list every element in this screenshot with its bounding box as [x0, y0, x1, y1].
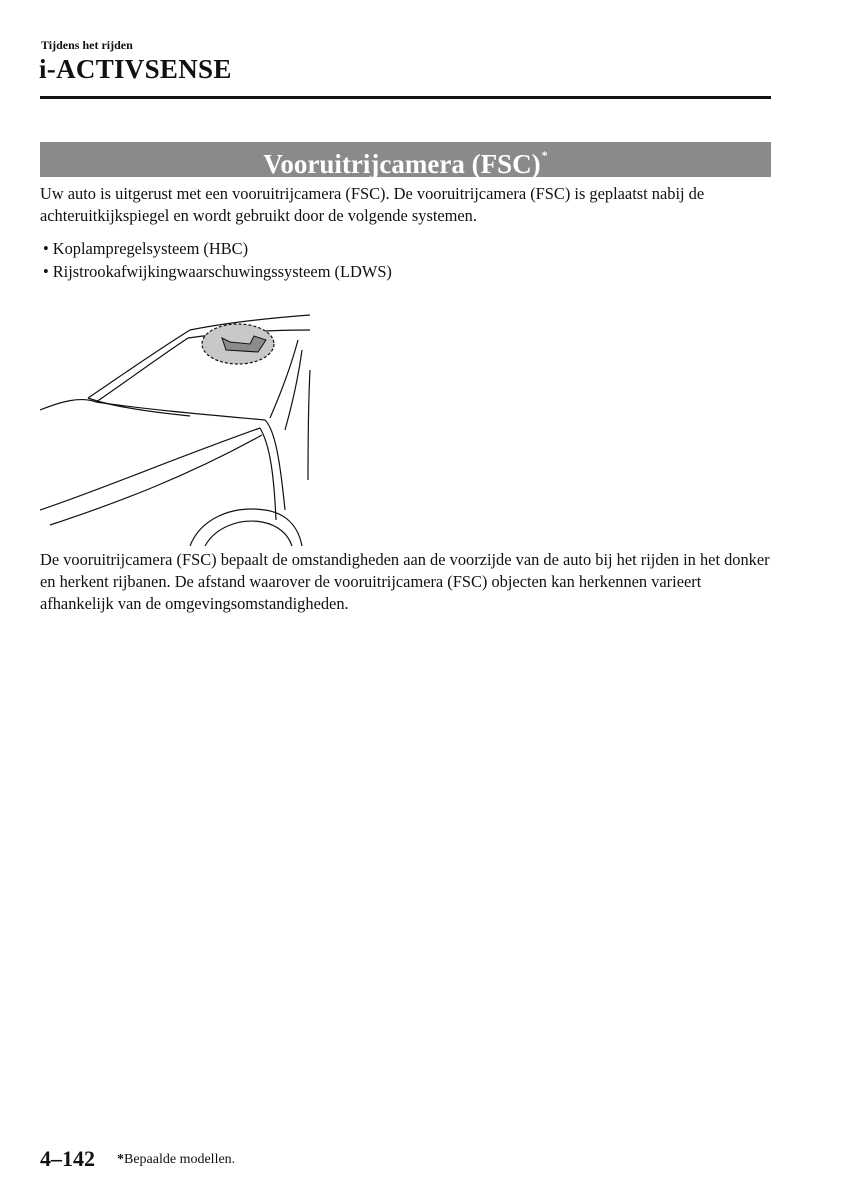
list-item-text: Koplampregelsysteem (HBC)	[52, 239, 249, 258]
list-item	[43, 260, 392, 283]
list-item-text: Rijstrookafwijkingwaarschuwingssysteem (LDWS)	[52, 262, 392, 281]
header-divider	[40, 96, 771, 99]
topic-heading	[40, 142, 771, 177]
footnote	[117, 1152, 235, 1168]
page-number: 4–142	[40, 1146, 95, 1171]
description-paragraph: De vooruitrijcamera (FSC) bepaalt de omstandigheden aan de voorzijde van de auto bij het rijden in het donker en herkent rijbanen. De afstand waarover de vooruitrijcamera (FSC) objecten kan herkennen varieert afhankelijk van de omgevingsomstandigheden.	[40, 550, 770, 613]
windshield-camera-illustration	[40, 310, 312, 546]
footnote-marker: *	[117, 1152, 124, 1167]
intro-paragraph: Uw auto is uitgerust met een vooruitrijcamera (FSC). De vooruitrijcamera (FSC) is geplaatst nabij de achteruitkijkspiegel en wordt gebruikt door de volgende systemen.	[40, 184, 705, 225]
footnote-text: Bepaalde modellen.	[124, 1152, 236, 1167]
system-list	[43, 237, 392, 283]
topic-heading-marker: *	[541, 148, 548, 162]
chapter-label: Tijdens het rijden	[41, 38, 133, 52]
section-title: i-ACTIVSENSE	[39, 54, 232, 84]
list-item	[43, 237, 392, 260]
topic-heading-text: Vooruitrijcamera (FSC)	[263, 149, 541, 179]
